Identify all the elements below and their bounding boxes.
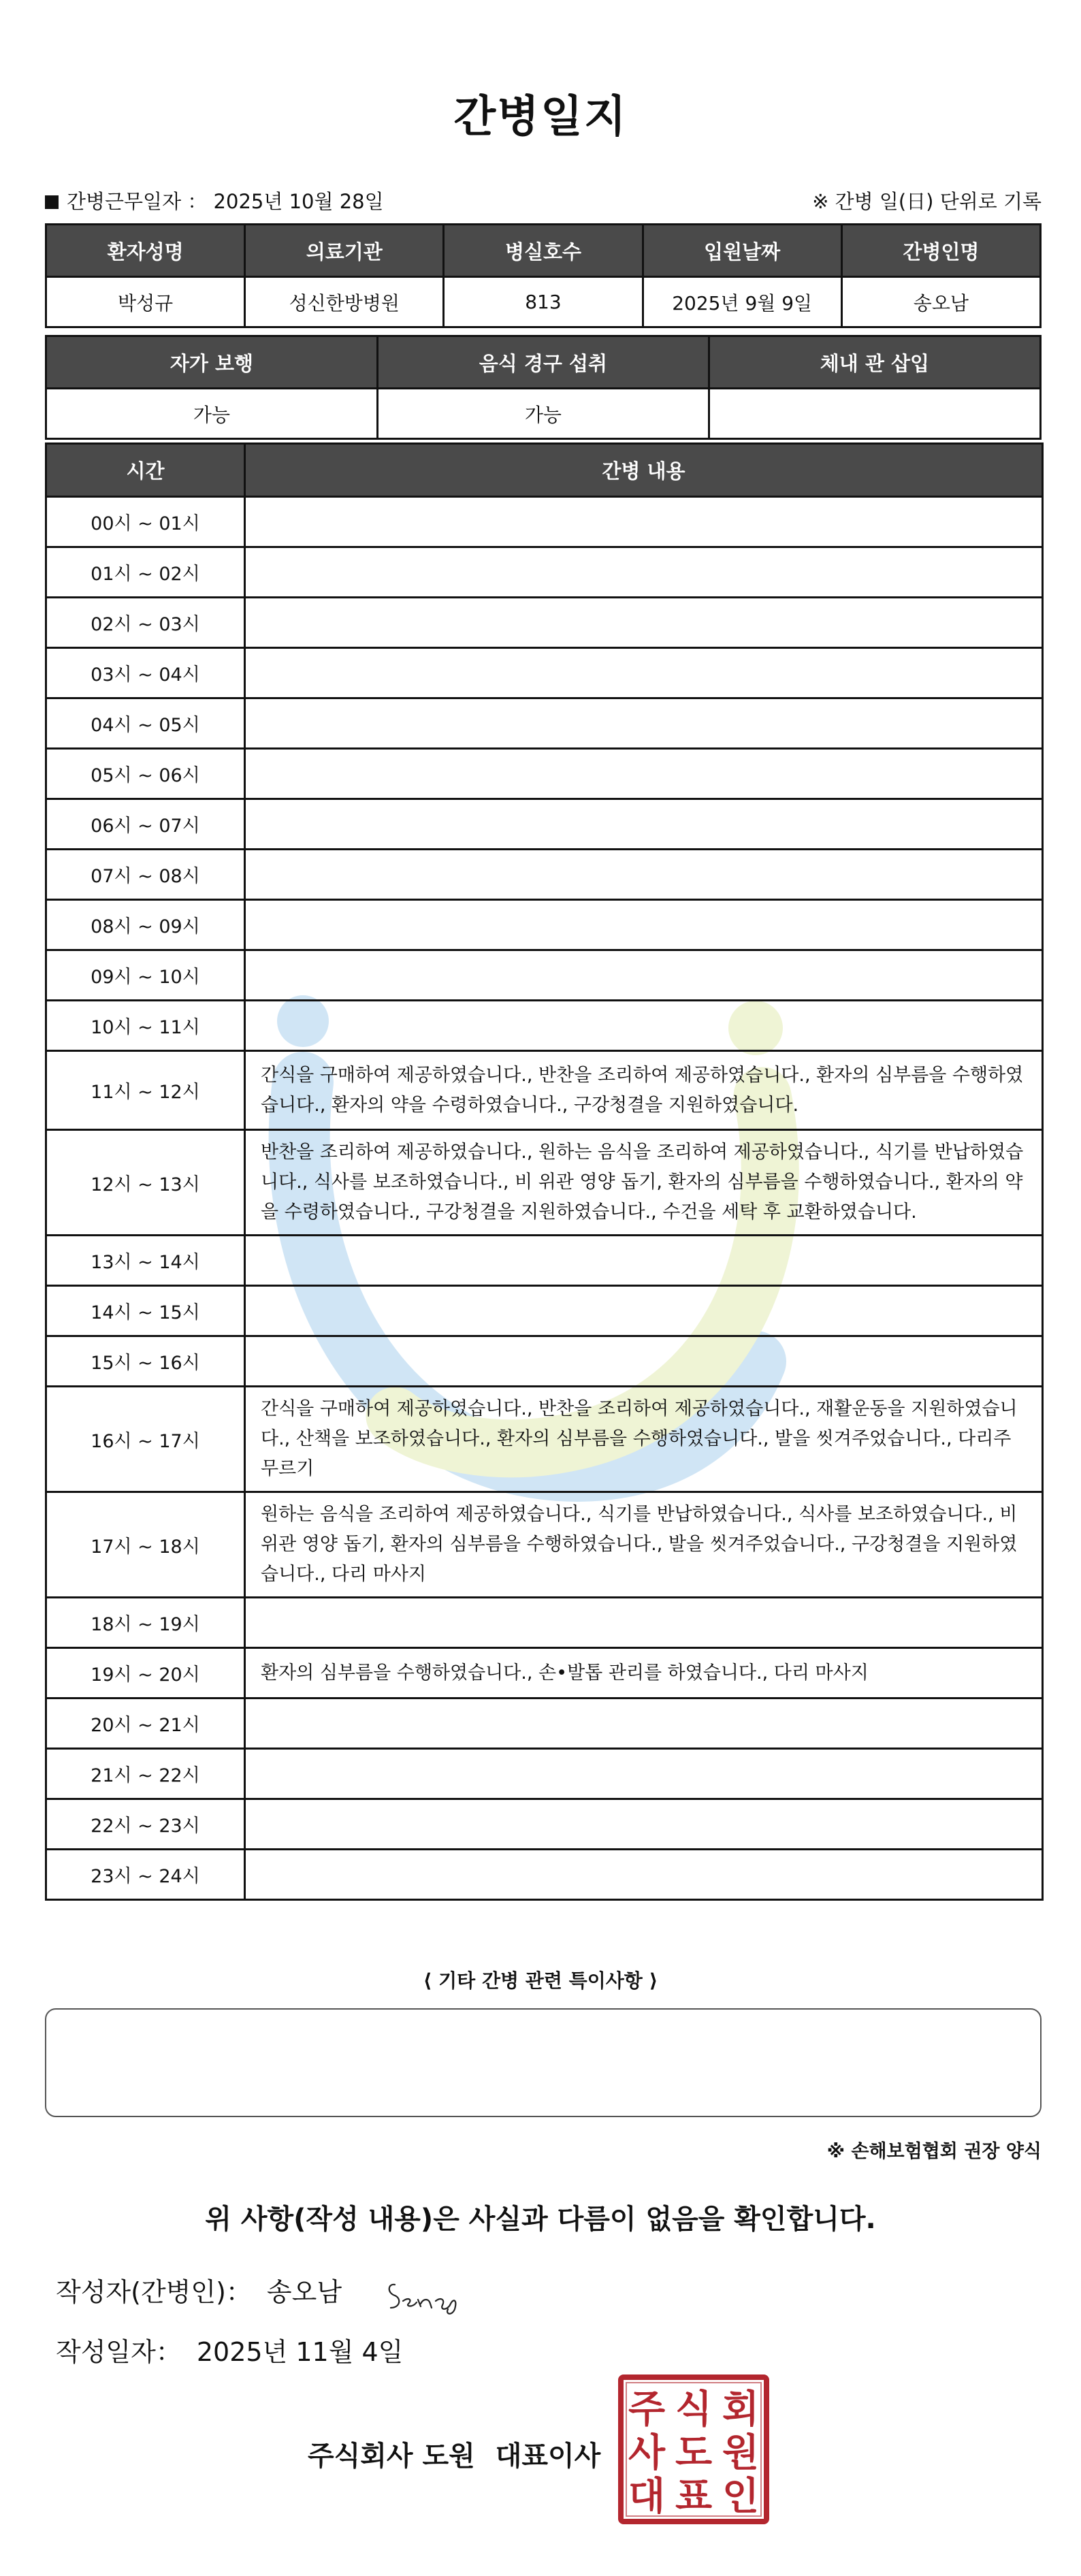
- svg-text:표: 표: [675, 2475, 713, 2519]
- care-log-time: 01시 ~ 02시: [46, 547, 245, 598]
- document-title: 간병일지: [453, 92, 628, 142]
- care-log-body: [46, 497, 1043, 1900]
- care-log-content: [245, 950, 1043, 1001]
- caregiver-name: 송오남: [841, 277, 1040, 327]
- work-date-value: 2025년 10월 28일: [213, 190, 384, 213]
- ceo-label: 대표이사: [495, 2441, 601, 2472]
- care-log-content: [245, 799, 1043, 850]
- care-log-content: [245, 1236, 1043, 1286]
- care-log-time: 19시 ~ 20시: [46, 1648, 245, 1698]
- work-date-label: 간병근무일자: [67, 190, 182, 213]
- special-notes-box: [45, 2008, 1042, 2117]
- svg-text:회: 회: [722, 2387, 760, 2432]
- care-log-row: [46, 1336, 1043, 1387]
- patient-info-header-row: [46, 225, 1041, 277]
- care-log-time: 22시 ~ 23시: [46, 1799, 245, 1850]
- care-log-content: [245, 497, 1043, 547]
- care-log-header-row: [46, 444, 1043, 497]
- care-log-row: [46, 1850, 1043, 1900]
- self-walking-value: 가능: [46, 389, 378, 439]
- care-log-time: 02시 ~ 03시: [46, 598, 245, 648]
- company-line: [308, 2434, 600, 2473]
- care-log-content: [245, 1336, 1043, 1387]
- confirmation-statement: 위 사항(작성 내용)은 사실과 다름이 없음을 확인합니다.: [205, 2204, 876, 2235]
- care-log-table: [45, 442, 1044, 1901]
- care-log-content: 환자의 심부름을 수행하였습니다., 손•발톱 관리를 하였습니다., 다리 마사지: [245, 1648, 1043, 1698]
- care-log-row: [46, 547, 1043, 598]
- care-log-content: 원하는 음식을 조리하여 제공하였습니다., 식기를 반납하였습니다., 식사를 보조하였습니다., 비 위관 영양 돕기, 환자의 심부름을 수행하였습니다., 발을 씻겨주었습니다., 구강청결을 지원하였습니다., 다리 마사지: [245, 1492, 1043, 1598]
- care-log-time: 09시 ~ 10시: [46, 950, 245, 1001]
- svg-text:원: 원: [722, 2431, 760, 2475]
- care-log-row: [46, 799, 1043, 850]
- care-log-content: [245, 850, 1043, 900]
- care-log-content: [245, 1850, 1043, 1900]
- care-log-content: 간식을 구매하여 제공하였습니다., 반찬을 조리하여 제공하였습니다., 환자의 심부름을 수행하였습니다., 환자의 약을 수령하였습니다., 구강청결을 지원하였습니다.: [245, 1051, 1043, 1130]
- care-log-time: 17시 ~ 18시: [46, 1492, 245, 1598]
- care-log-time: 10시 ~ 11시: [46, 1001, 245, 1051]
- patient-info-value-row: [46, 277, 1041, 327]
- care-log-content: 간식을 구매하여 제공하였습니다., 반찬을 조리하여 제공하였습니다., 재활운동을 지원하였습니다., 산책을 보조하였습니다., 환자의 심부름을 수행하였습니다., 발을 씻겨주었습니다., 다리주무르기: [245, 1387, 1043, 1492]
- care-log-row: [46, 1001, 1043, 1051]
- care-log-time: 23시 ~ 24시: [46, 1850, 245, 1900]
- care-log-time: 07시 ~ 08시: [46, 850, 245, 900]
- care-log-row: [46, 1387, 1043, 1492]
- care-log-row: [46, 1492, 1043, 1598]
- written-date-value: 2025년 11월 4일: [196, 2337, 404, 2367]
- care-log-time: 11시 ~ 12시: [46, 1051, 245, 1130]
- company-seal-stamp: [617, 2373, 771, 2526]
- header-oral-intake: 음식 경구 섭취: [377, 336, 709, 389]
- care-log-row: [46, 1051, 1043, 1130]
- care-log-row: [46, 900, 1043, 950]
- header-hospital: 의료기관: [245, 225, 444, 277]
- care-log-row: [46, 950, 1043, 1001]
- handwritten-signature-icon: [383, 2270, 478, 2317]
- care-log-row: [46, 497, 1043, 547]
- care-log-time: 04시 ~ 05시: [46, 698, 245, 749]
- patient-status-table: [45, 335, 1042, 440]
- work-date: [45, 187, 384, 214]
- care-log-content: [245, 1799, 1043, 1850]
- care-log-time: 21시 ~ 22시: [46, 1749, 245, 1799]
- patient-name: 박성규: [46, 277, 245, 327]
- patient-info-table: [45, 223, 1042, 328]
- care-log-row: [46, 648, 1043, 698]
- header-tube-insertion: 체내 관 삽입: [709, 336, 1040, 389]
- care-log-content: [245, 900, 1043, 950]
- care-log-time: 00시 ~ 01시: [46, 497, 245, 547]
- care-log-time: 08시 ~ 09시: [46, 900, 245, 950]
- status-value-row: [46, 389, 1041, 439]
- header-self-walking: 자가 보행: [46, 336, 378, 389]
- care-log-row: [46, 1799, 1043, 1850]
- care-log-time: 13시 ~ 14시: [46, 1236, 245, 1286]
- square-bullet-icon: [45, 195, 59, 209]
- care-log-content: [245, 749, 1043, 799]
- written-date-line: [56, 2331, 403, 2368]
- care-log-time: 06시 ~ 07시: [46, 799, 245, 850]
- care-log-time: 20시 ~ 21시: [46, 1698, 245, 1749]
- care-log-row: [46, 1286, 1043, 1336]
- header-admission-date: 입원날짜: [643, 225, 841, 277]
- svg-text:도: 도: [675, 2431, 713, 2475]
- writer-name: 송오남: [266, 2277, 342, 2307]
- care-log-row: [46, 749, 1043, 799]
- tube-insertion-value: [709, 389, 1040, 439]
- care-log-content: [245, 547, 1043, 598]
- hospital-name: 성신한방병원: [245, 277, 444, 327]
- care-log-row: [46, 1749, 1043, 1799]
- care-log-row: [46, 1648, 1043, 1698]
- care-log-row: [46, 1598, 1043, 1648]
- svg-text:식: 식: [675, 2387, 713, 2432]
- writer-label: 작성자(간병인)：: [56, 2277, 252, 2307]
- svg-text:주: 주: [628, 2387, 666, 2432]
- care-log-row: [46, 698, 1043, 749]
- care-log-content: [245, 1749, 1043, 1799]
- writer-line: [56, 2271, 342, 2308]
- care-log-time: 16시 ~ 17시: [46, 1387, 245, 1492]
- header-care-content: 간병 내용: [245, 444, 1043, 497]
- care-log-time: 03시 ~ 04시: [46, 648, 245, 698]
- room-number: 813: [444, 277, 643, 327]
- written-date-label: 작성일자：: [56, 2337, 182, 2367]
- care-log-time: 14시 ~ 15시: [46, 1286, 245, 1336]
- care-log-row: [46, 850, 1043, 900]
- svg-text:대: 대: [628, 2475, 666, 2519]
- care-log-time: 18시 ~ 19시: [46, 1598, 245, 1648]
- care-log-time: 15시 ~ 16시: [46, 1336, 245, 1387]
- care-log-row: [46, 1698, 1043, 1749]
- header-patient-name: 환자성명: [46, 225, 245, 277]
- admission-date: 2025년 9월 9일: [643, 277, 841, 327]
- recommend-note: ※ 손해보험협회 권장 양식: [826, 2141, 1042, 2162]
- care-log-content: [245, 648, 1043, 698]
- care-log-time: 05시 ~ 06시: [46, 749, 245, 799]
- care-log-content: [245, 1598, 1043, 1648]
- care-log-content: [245, 1698, 1043, 1749]
- header-room-number: 병실호수: [444, 225, 643, 277]
- care-log-content: [245, 1001, 1043, 1051]
- company-name: 주식회사 도원: [308, 2441, 475, 2472]
- care-log-content: 반찬을 조리하여 제공하였습니다., 원하는 음식을 조리하여 제공하였습니다., 식기를 반납하였습니다., 식사를 보조하였습니다., 비 위관 영양 돕기, 환자의 심부름을 수행하였습니다., 환자의 약을 수령하였습니다., 구강청결을 지원하였습니다., 수건을 세탁 후 교환하였습니다.: [245, 1130, 1043, 1236]
- svg-text:사: 사: [628, 2431, 666, 2475]
- care-log-content: [245, 698, 1043, 749]
- special-notes-title: ⟨ 기타 간병 관련 특이사항 ⟩: [423, 1969, 658, 1992]
- status-header-row: [46, 336, 1041, 389]
- care-log-row: [46, 1236, 1043, 1286]
- header-caregiver-name: 간병인명: [841, 225, 1040, 277]
- care-log-time: 12시 ~ 13시: [46, 1130, 245, 1236]
- care-log-row: [46, 598, 1043, 648]
- care-log-content: [245, 598, 1043, 648]
- svg-text:인: 인: [722, 2475, 760, 2519]
- header-time: 시간: [46, 444, 245, 497]
- care-log-row: [46, 1130, 1043, 1236]
- unit-note: ※ 간병 일(日) 단위로 기록: [812, 190, 1042, 213]
- oral-intake-value: 가능: [377, 389, 709, 439]
- work-date-separator: ：: [187, 190, 208, 213]
- care-log-content: [245, 1286, 1043, 1336]
